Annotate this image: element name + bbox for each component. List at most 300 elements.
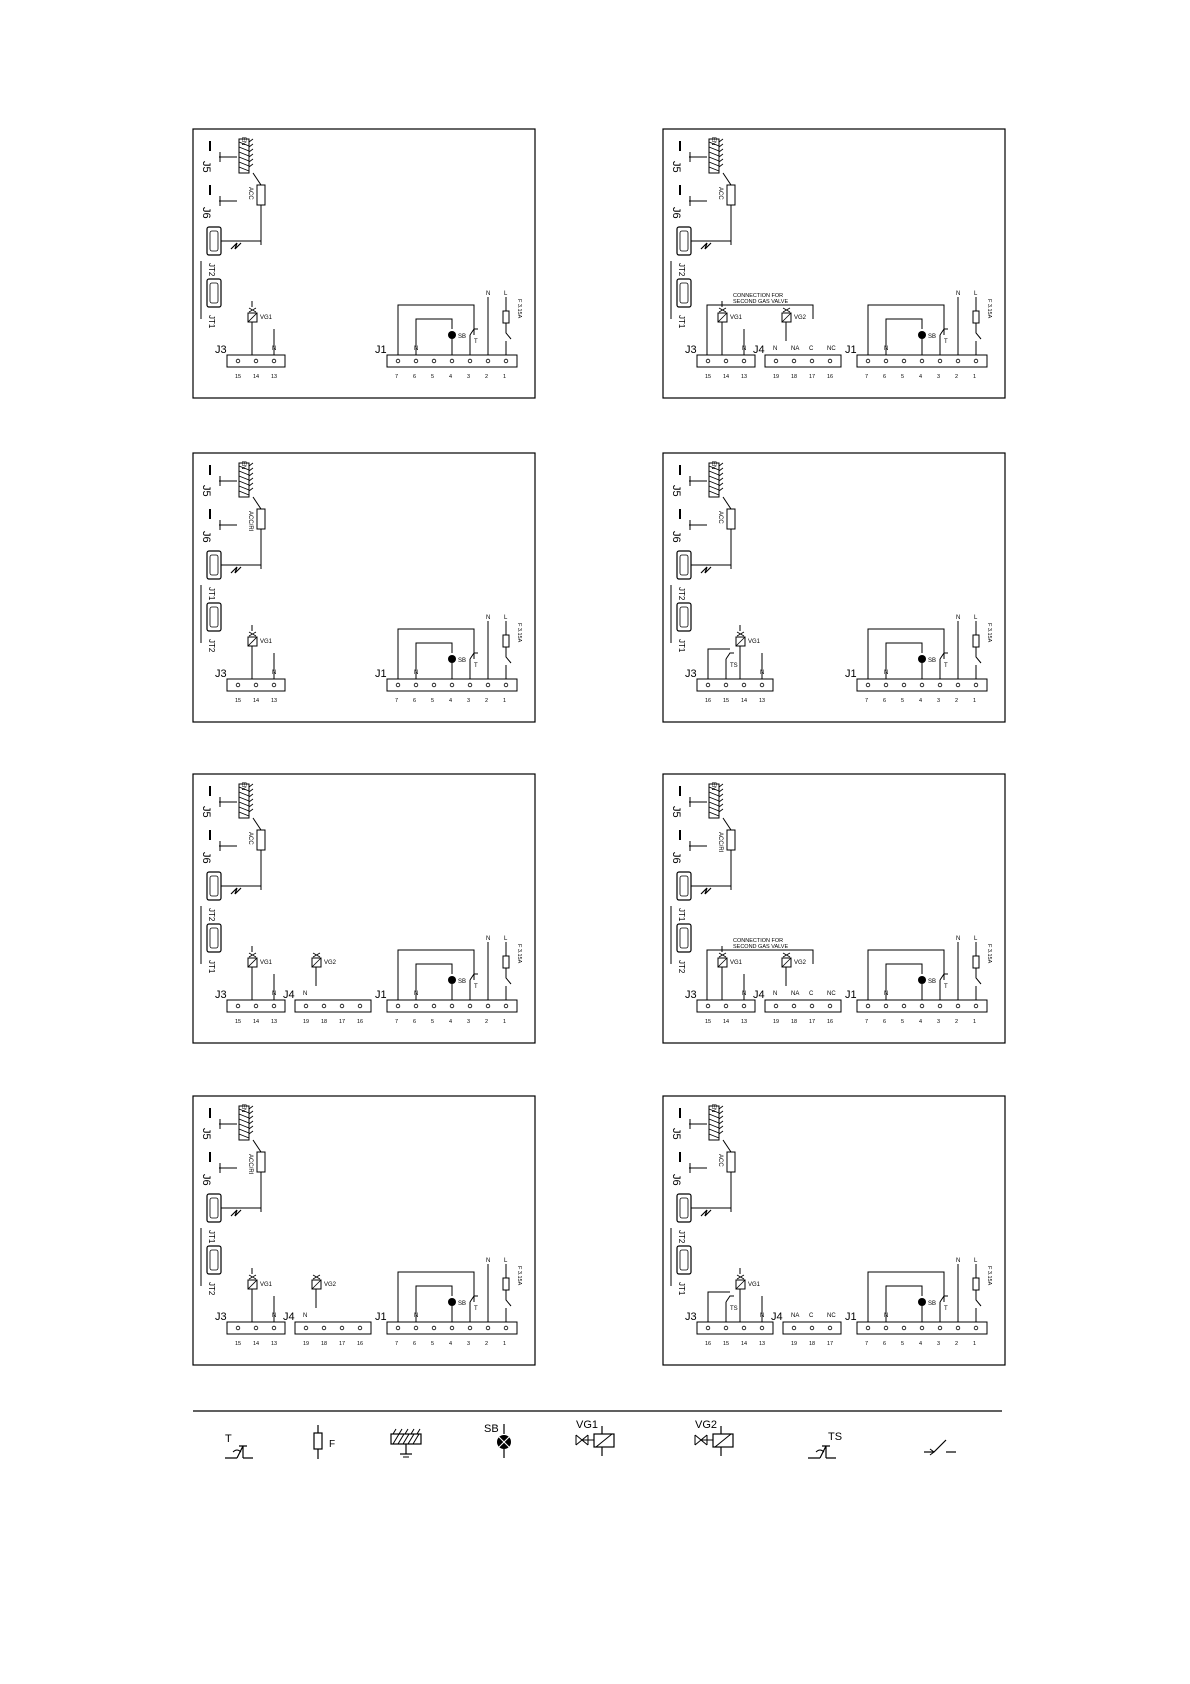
- l-supply-label: L: [974, 615, 978, 621]
- terminal-number: 14: [741, 1341, 748, 1347]
- sb-lamp: [918, 655, 926, 663]
- fuse-label: F 3.15A: [986, 944, 992, 964]
- terminal-number: 3: [937, 698, 941, 704]
- fuse-label: F 3.15A: [516, 623, 522, 643]
- j3-n-label: N: [272, 991, 277, 997]
- sb-label: SB: [928, 334, 937, 340]
- sb-lamp: [448, 976, 456, 984]
- jt-upper-label: JT2: [677, 587, 686, 601]
- en-label: EN: [710, 782, 716, 791]
- second-valve-note-line2: SECOND GAS VALVE: [733, 299, 789, 305]
- terminal-screw: [760, 683, 764, 687]
- j3-n-label: N: [760, 670, 765, 676]
- jt-upper-inner: [680, 876, 688, 896]
- ignition-resistor: [257, 830, 265, 850]
- terminal-number: 16: [357, 1019, 364, 1025]
- j3-n-label: N: [272, 346, 277, 352]
- n-supply-label: N: [486, 291, 491, 297]
- terminal-screw: [938, 359, 942, 363]
- sb-lamp: [448, 331, 456, 339]
- terminal-number: 13: [271, 698, 278, 704]
- n-supply-label: N: [486, 936, 491, 942]
- valve-label: VG1: [748, 639, 761, 645]
- terminal-screw: [974, 683, 978, 687]
- valve-label: VG1: [730, 960, 743, 966]
- terminal-screw: [920, 1004, 924, 1008]
- terminal-number: 17: [809, 374, 816, 380]
- terminal-number: 6: [413, 1341, 417, 1347]
- valve-label: VG2: [324, 960, 337, 966]
- jt-lower-label: JT1: [677, 1282, 686, 1296]
- j6-label: J6: [200, 531, 212, 543]
- terminal-screw: [486, 359, 490, 363]
- terminal-screw: [254, 359, 258, 363]
- sb-lamp: [918, 1298, 926, 1306]
- ignition-resistor: [257, 185, 265, 205]
- sb-label: SB: [458, 1301, 467, 1307]
- n-supply-label: N: [486, 1258, 491, 1264]
- jt-upper-label: JT1: [207, 587, 216, 601]
- sb-label: SB: [458, 658, 467, 664]
- j4-top-label: C: [809, 1313, 814, 1319]
- gas-valve-vg2-symbol: [695, 1419, 733, 1456]
- terminal-number: 3: [467, 1341, 471, 1347]
- fuse-f: [973, 956, 979, 968]
- ignition-resistor: [257, 1152, 265, 1172]
- terminal-screw: [468, 1004, 472, 1008]
- terminal-number: 7: [865, 698, 869, 704]
- fuse-label: F 3.15A: [516, 944, 522, 964]
- ignition-resistor: [727, 509, 735, 529]
- terminal-number: 5: [431, 1019, 435, 1025]
- terminal-block-j4-label: J4: [283, 1311, 295, 1323]
- terminal-screw: [432, 683, 436, 687]
- jt-upper-inner: [210, 876, 218, 896]
- jt-upper-label: JT2: [677, 1230, 686, 1244]
- terminal-number: 5: [431, 1341, 435, 1347]
- terminal-number: 3: [467, 374, 471, 380]
- terminal-screw: [414, 1326, 418, 1330]
- terminal-number: 7: [395, 374, 399, 380]
- terminal-block-j3-label: J3: [215, 344, 227, 356]
- j4-top-label: NA: [791, 991, 800, 997]
- t-label: T: [944, 1306, 948, 1312]
- terminal-screw: [902, 1326, 906, 1330]
- terminal-number: 15: [723, 698, 730, 704]
- terminal-screw: [254, 1326, 258, 1330]
- terminal-number: 15: [705, 374, 712, 380]
- j1-n-label: N: [884, 1313, 889, 1319]
- terminal-screw: [322, 1004, 326, 1008]
- terminal-screw: [956, 683, 960, 687]
- terminal-screw: [304, 1326, 308, 1330]
- j4-top-label: NC: [827, 346, 836, 352]
- sb-label: SB: [928, 979, 937, 985]
- l-supply-label: L: [504, 615, 508, 621]
- jt-lower-inner: [680, 928, 688, 948]
- terminal-screw: [774, 359, 778, 363]
- terminal-number: 4: [919, 1341, 923, 1347]
- t-label: T: [474, 984, 478, 990]
- j1-n-label: N: [414, 346, 419, 352]
- jt-upper-inner: [680, 231, 688, 251]
- terminal-block-j1-label: J1: [375, 1311, 387, 1323]
- j4-top-label: NA: [791, 346, 800, 352]
- terminal-number: 15: [235, 1341, 242, 1347]
- j3-n-label: N: [742, 346, 747, 352]
- terminal-screw: [450, 1004, 454, 1008]
- terminal-screw: [956, 1326, 960, 1330]
- terminal-screw: [468, 1326, 472, 1330]
- terminal-number: 5: [901, 374, 905, 380]
- terminal-screw: [706, 1004, 710, 1008]
- jt-lower-inner: [210, 1250, 218, 1270]
- terminal-block-j1-label: J1: [845, 668, 857, 680]
- terminal-block-j1-label: J1: [845, 1311, 857, 1323]
- terminal-number: 15: [235, 1019, 242, 1025]
- terminal-screw: [504, 683, 508, 687]
- terminal-number: 19: [303, 1341, 310, 1347]
- terminal-block-j3-label: J3: [685, 989, 697, 1001]
- terminal-number: 14: [253, 1341, 260, 1347]
- terminal-screw: [724, 1004, 728, 1008]
- terminal-number: 16: [705, 1341, 712, 1347]
- terminal-block-j4-label: J4: [771, 1311, 783, 1323]
- terminal-screw: [396, 683, 400, 687]
- terminal-screw: [414, 683, 418, 687]
- terminal-block-j3-label: J3: [215, 1311, 227, 1323]
- terminal-number: 7: [865, 374, 869, 380]
- jt-upper-inner: [680, 1198, 688, 1218]
- l-supply-label: L: [974, 291, 978, 297]
- n-supply-label: N: [956, 936, 961, 942]
- terminal-block-j4-label: J4: [753, 344, 765, 356]
- terminal-number: 13: [741, 1019, 748, 1025]
- en-label: EN: [240, 461, 246, 470]
- terminal-number: 17: [809, 1019, 816, 1025]
- terminal-number: 4: [919, 1019, 923, 1025]
- terminal-number: 6: [413, 374, 417, 380]
- terminal-number: 7: [395, 1341, 399, 1347]
- sb-label: SB: [928, 658, 937, 664]
- terminal-number: 4: [449, 698, 453, 704]
- terminal-screw: [884, 359, 888, 363]
- terminal-screw: [956, 1004, 960, 1008]
- terminal-number: 13: [271, 1019, 278, 1025]
- wiring-panel-p3: [193, 453, 535, 722]
- sb-lamp: [918, 976, 926, 984]
- terminal-number: 17: [827, 1341, 834, 1347]
- jt-upper-label: JT2: [207, 263, 216, 277]
- terminal-screw: [724, 1326, 728, 1330]
- terminal-number: 2: [955, 698, 959, 704]
- ignition-label: ACC: [717, 187, 723, 200]
- terminal-screw: [414, 1004, 418, 1008]
- terminal-number: 2: [955, 1019, 959, 1025]
- terminal-screw: [486, 1326, 490, 1330]
- terminal-number: 6: [883, 698, 887, 704]
- terminal-screw: [884, 1004, 888, 1008]
- j4-top-label: N: [773, 991, 778, 997]
- terminal-block-j3-label: J3: [685, 344, 697, 356]
- terminal-block-j3-label: J3: [215, 668, 227, 680]
- j6-label: J6: [200, 852, 212, 864]
- terminal-screw: [396, 359, 400, 363]
- j1-n-label: N: [414, 1313, 419, 1319]
- terminal-number: 1: [503, 698, 507, 704]
- wiring-panel-p7: [193, 1096, 535, 1365]
- j4-top-label: C: [809, 346, 814, 352]
- terminal-number: 13: [759, 698, 766, 704]
- panels-layer: [193, 129, 1005, 1365]
- symbol-legend: [193, 1411, 1002, 1459]
- jt-lower-label: JT1: [677, 315, 686, 329]
- j1-n-label: N: [414, 991, 419, 997]
- jt-lower-inner: [680, 283, 688, 303]
- terminal-screw: [884, 1326, 888, 1330]
- terminal-screw: [358, 1004, 362, 1008]
- terminal-screw: [884, 683, 888, 687]
- terminal-number: 16: [827, 1019, 834, 1025]
- terminal-screw: [938, 683, 942, 687]
- terminal-screw: [724, 359, 728, 363]
- terminal-screw: [956, 359, 960, 363]
- terminal-number: 18: [791, 1019, 798, 1025]
- jt-upper-inner: [210, 555, 218, 575]
- j4-top-label: NA: [791, 1313, 800, 1319]
- terminal-number: 5: [431, 374, 435, 380]
- valve-label: VG1: [260, 315, 273, 321]
- terminal-number: 5: [901, 698, 905, 704]
- jt-upper-label: JT2: [677, 263, 686, 277]
- terminal-screw: [450, 1326, 454, 1330]
- terminal-number: 5: [901, 1341, 905, 1347]
- second-valve-note-line1: CONNECTION FOR: [733, 293, 784, 299]
- legend-label-sb: SB: [484, 1423, 499, 1435]
- terminal-screw: [974, 359, 978, 363]
- terminal-screw: [828, 359, 832, 363]
- terminal-number: 6: [883, 1019, 887, 1025]
- terminal-screw: [322, 1326, 326, 1330]
- wiring-panel-p5: [193, 774, 535, 1043]
- terminal-number: 15: [235, 698, 242, 704]
- fuse-label: F 3.15A: [986, 299, 992, 319]
- valve-label: VG1: [260, 960, 273, 966]
- terminal-screw: [450, 359, 454, 363]
- ts-label: TS: [730, 663, 738, 669]
- terminal-screw: [938, 1326, 942, 1330]
- terminal-screw: [468, 683, 472, 687]
- j6-label: J6: [670, 531, 682, 543]
- terminal-number: 17: [339, 1019, 346, 1025]
- ignition-resistor: [257, 509, 265, 529]
- j5-label: J5: [670, 806, 682, 818]
- terminal-number: 18: [791, 374, 798, 380]
- jt-lower-inner: [210, 283, 218, 303]
- terminal-number: 14: [723, 374, 730, 380]
- terminal-block-j3-label: J3: [685, 1311, 697, 1323]
- legend-label-thermostat: T: [225, 1433, 232, 1445]
- fuse-f: [973, 635, 979, 647]
- terminal-screw: [866, 683, 870, 687]
- terminal-screw: [724, 683, 728, 687]
- fuse-f: [973, 311, 979, 323]
- terminal-screw: [396, 1326, 400, 1330]
- terminal-block-j3-label: J3: [215, 989, 227, 1001]
- terminal-screw: [340, 1004, 344, 1008]
- terminal-number: 13: [759, 1341, 766, 1347]
- second-valve-note-line2: SECOND GAS VALVE: [733, 944, 789, 950]
- terminal-number: 6: [413, 698, 417, 704]
- fuse-f: [503, 311, 509, 323]
- terminal-screw: [920, 1326, 924, 1330]
- jt-lower-label: JT2: [207, 1282, 216, 1296]
- terminal-number: 6: [413, 1019, 417, 1025]
- legend-label-vg1: VG1: [576, 1419, 599, 1431]
- wiring-panel-p2: [663, 129, 1005, 398]
- terminal-screw: [866, 1004, 870, 1008]
- terminal-screw: [396, 1004, 400, 1008]
- gas-valve-vg1-symbol: [576, 1419, 614, 1456]
- t-label: T: [944, 339, 948, 345]
- terminal-number: 14: [253, 374, 260, 380]
- j4-top-label: N: [773, 346, 778, 352]
- j4-top-label: N: [303, 991, 308, 997]
- terminal-number: 19: [773, 1019, 780, 1025]
- terminal-number: 19: [773, 374, 780, 380]
- ignition-label: ACC: [247, 187, 253, 200]
- ignition-label: ACC/RI: [717, 832, 723, 853]
- ignition-resistor: [727, 185, 735, 205]
- ignition-label: ACC/RI: [247, 1154, 253, 1175]
- terminal-number: 1: [973, 1341, 977, 1347]
- terminal-number: 1: [503, 374, 507, 380]
- terminal-screw: [792, 1004, 796, 1008]
- terminal-number: 14: [253, 1019, 260, 1025]
- sb-lamp: [448, 1298, 456, 1306]
- n-supply-label: N: [956, 1258, 961, 1264]
- terminal-screw: [902, 359, 906, 363]
- j6-label: J6: [670, 852, 682, 864]
- terminal-number: 13: [271, 374, 278, 380]
- j3-n-label: N: [742, 991, 747, 997]
- fuse-label: F 3.15A: [986, 623, 992, 643]
- fuse-f: [503, 1278, 509, 1290]
- terminal-number: 3: [937, 1341, 941, 1347]
- terminal-number: 4: [449, 374, 453, 380]
- terminal-number: 18: [809, 1341, 816, 1347]
- switch-symbol: [924, 1440, 956, 1455]
- j5-label: J5: [670, 161, 682, 173]
- terminal-screw: [236, 683, 240, 687]
- jt-lower-label: JT2: [677, 960, 686, 974]
- terminal-screw: [810, 359, 814, 363]
- t-label: T: [474, 339, 478, 345]
- jt-lower-label: JT1: [207, 960, 216, 974]
- l-supply-label: L: [504, 936, 508, 942]
- en-label: EN: [710, 1104, 716, 1113]
- j4-top-label: C: [809, 991, 814, 997]
- j6-label: J6: [200, 207, 212, 219]
- j5-label: J5: [670, 1128, 682, 1140]
- terminal-screw: [504, 1326, 508, 1330]
- terminal-block-j3-label: J3: [685, 668, 697, 680]
- terminal-number: 1: [973, 698, 977, 704]
- l-supply-label: L: [974, 936, 978, 942]
- terminal-screw: [902, 683, 906, 687]
- jt-lower-inner: [210, 928, 218, 948]
- terminal-number: 15: [723, 1341, 730, 1347]
- terminal-number: 2: [485, 1341, 489, 1347]
- terminal-number: 16: [705, 698, 712, 704]
- fuse-f: [503, 956, 509, 968]
- terminal-screw: [742, 683, 746, 687]
- legend-label-vg2: VG2: [695, 1419, 718, 1431]
- terminal-number: 7: [865, 1341, 869, 1347]
- terminal-screw: [810, 1326, 814, 1330]
- terminal-number: 16: [827, 374, 834, 380]
- t-label: T: [474, 1306, 478, 1312]
- terminal-screw: [450, 683, 454, 687]
- terminal-number: 6: [883, 374, 887, 380]
- terminal-number: 7: [865, 1019, 869, 1025]
- terminal-number: 13: [741, 374, 748, 380]
- terminal-screw: [774, 1004, 778, 1008]
- ignition-resistor: [727, 1152, 735, 1172]
- terminal-screw: [468, 359, 472, 363]
- jt-upper-inner: [210, 1198, 218, 1218]
- j4-top-label: NC: [827, 1313, 836, 1319]
- sb-label: SB: [928, 1301, 937, 1307]
- terminal-number: 1: [503, 1019, 507, 1025]
- terminal-screw: [742, 1326, 746, 1330]
- terminal-screw: [236, 1326, 240, 1330]
- terminal-screw: [706, 359, 710, 363]
- terminal-number: 4: [919, 374, 923, 380]
- j4-top-label: NC: [827, 991, 836, 997]
- en-label: EN: [240, 137, 246, 146]
- thermostat-symbol: [225, 1433, 253, 1458]
- terminal-screw: [432, 359, 436, 363]
- j6-label: J6: [670, 1174, 682, 1186]
- valve-label: VG1: [260, 1282, 273, 1288]
- terminal-screw: [358, 1326, 362, 1330]
- valve-label: VG1: [260, 639, 273, 645]
- terminal-screw: [706, 1326, 710, 1330]
- terminal-screw: [792, 1326, 796, 1330]
- terminal-screw: [866, 1326, 870, 1330]
- fuse-label: F 3.15A: [986, 1266, 992, 1286]
- fuse-label: F 3.15A: [516, 1266, 522, 1286]
- j3-n-label: N: [760, 1313, 765, 1319]
- terminal-screw: [254, 683, 258, 687]
- jt-lower-inner: [680, 1250, 688, 1270]
- jt-lower-label: JT1: [207, 315, 216, 329]
- t-label: T: [944, 663, 948, 669]
- jt-lower-inner: [210, 607, 218, 627]
- terminal-screw: [920, 683, 924, 687]
- en-label: EN: [710, 461, 716, 470]
- terminal-number: 18: [321, 1341, 328, 1347]
- j3-n-label: N: [272, 670, 277, 676]
- terminal-number: 3: [467, 698, 471, 704]
- j6-label: J6: [200, 1174, 212, 1186]
- terminal-number: 19: [791, 1341, 798, 1347]
- j5-label: J5: [200, 806, 212, 818]
- terminal-screw: [432, 1326, 436, 1330]
- terminal-number: 7: [395, 1019, 399, 1025]
- j5-label: J5: [200, 485, 212, 497]
